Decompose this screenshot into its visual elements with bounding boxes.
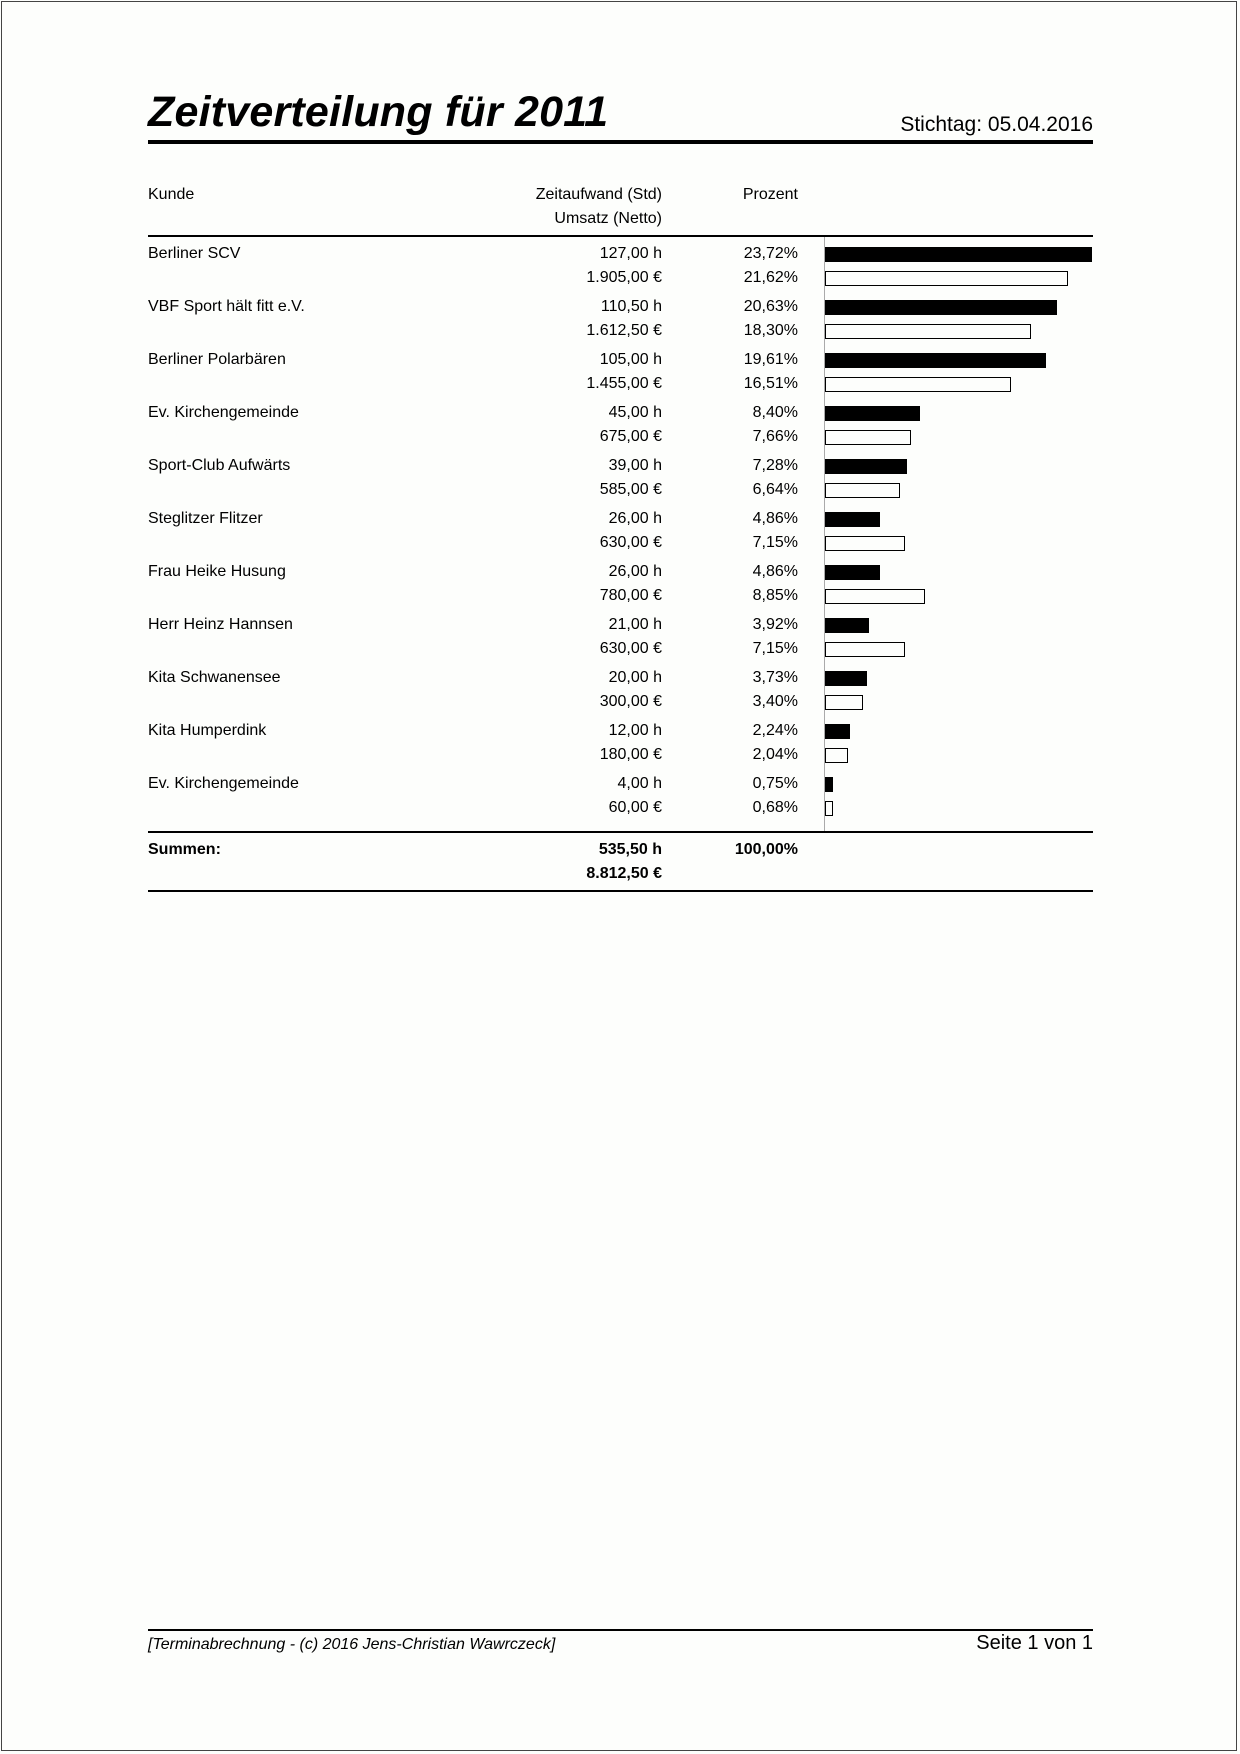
revenue-value: 180,00 € bbox=[599, 746, 662, 763]
revenue-bar bbox=[825, 589, 925, 604]
hours-percent: 4,86% bbox=[752, 510, 798, 527]
hours-bar bbox=[825, 300, 1057, 315]
hours-percent: 2,24% bbox=[752, 722, 798, 739]
hours-bar bbox=[825, 247, 1092, 262]
customer-name: Steglitzer Flitzer bbox=[148, 510, 263, 527]
column-header-prozent: Prozent bbox=[742, 186, 798, 203]
hours-value: 105,00 h bbox=[599, 351, 662, 368]
revenue-bar bbox=[825, 748, 848, 763]
hours-bar bbox=[825, 353, 1046, 368]
hours-percent: 7,28% bbox=[752, 457, 798, 474]
hours-percent: 23,72% bbox=[743, 245, 798, 262]
revenue-value: 1.612,50 € bbox=[586, 322, 662, 339]
revenue-bar bbox=[825, 695, 863, 710]
summary-percent: 100,00% bbox=[734, 841, 798, 858]
revenue-value: 675,00 € bbox=[599, 428, 662, 445]
hours-percent: 8,40% bbox=[752, 404, 798, 421]
revenue-percent: 18,30% bbox=[743, 322, 798, 339]
hours-value: 21,00 h bbox=[608, 616, 662, 633]
footer-copyright: [Terminabrechnung - (c) 2016 Jens-Christian Wawrczeck] bbox=[148, 1636, 556, 1653]
revenue-value: 1.905,00 € bbox=[586, 269, 662, 286]
revenue-bar bbox=[825, 271, 1068, 286]
customer-name: Ev. Kirchengemeinde bbox=[148, 404, 299, 421]
revenue-bar bbox=[825, 377, 1011, 392]
summary-hours: 535,50 h bbox=[598, 841, 662, 858]
revenue-value: 1.455,00 € bbox=[586, 375, 662, 392]
revenue-percent: 7,15% bbox=[752, 534, 798, 551]
customer-name: Ev. Kirchengemeinde bbox=[148, 775, 299, 792]
revenue-value: 300,00 € bbox=[599, 693, 662, 710]
revenue-percent: 7,15% bbox=[752, 640, 798, 657]
hours-bar bbox=[825, 618, 869, 633]
hours-percent: 4,86% bbox=[752, 563, 798, 580]
summary-rule bbox=[148, 831, 1093, 833]
hours-bar bbox=[825, 671, 867, 686]
revenue-bar bbox=[825, 483, 900, 498]
hours-value: 26,00 h bbox=[608, 510, 662, 527]
revenue-percent: 2,04% bbox=[752, 746, 798, 763]
revenue-percent: 21,62% bbox=[743, 269, 798, 286]
revenue-bar bbox=[825, 642, 905, 657]
hours-value: 4,00 h bbox=[617, 775, 662, 792]
hours-percent: 0,75% bbox=[752, 775, 798, 792]
revenue-value: 780,00 € bbox=[599, 587, 662, 604]
summary-label: Summen: bbox=[148, 841, 221, 858]
hours-percent: 3,92% bbox=[752, 616, 798, 633]
hours-value: 26,00 h bbox=[608, 563, 662, 580]
revenue-bar bbox=[825, 536, 905, 551]
customer-name: Berliner SCV bbox=[148, 245, 241, 262]
revenue-percent: 8,85% bbox=[752, 587, 798, 604]
hours-bar bbox=[825, 777, 833, 792]
customer-name: Herr Heinz Hannsen bbox=[148, 616, 293, 633]
revenue-bar bbox=[825, 801, 833, 816]
hours-percent: 20,63% bbox=[743, 298, 798, 315]
summary-revenue: 8.812,50 € bbox=[586, 865, 662, 882]
hours-value: 20,00 h bbox=[608, 669, 662, 686]
customer-name: Frau Heike Husung bbox=[148, 563, 286, 580]
hours-bar bbox=[825, 406, 920, 421]
report-title: Zeitverteilung für 2011 bbox=[148, 88, 609, 136]
customer-name: VBF Sport hält fitt e.V. bbox=[148, 298, 305, 315]
revenue-bar bbox=[825, 324, 1031, 339]
revenue-percent: 7,66% bbox=[752, 428, 798, 445]
hours-bar bbox=[825, 565, 880, 580]
revenue-bar bbox=[825, 430, 911, 445]
hours-value: 39,00 h bbox=[608, 457, 662, 474]
footer-rule bbox=[148, 1629, 1093, 1631]
revenue-percent: 0,68% bbox=[752, 799, 798, 816]
revenue-percent: 16,51% bbox=[743, 375, 798, 392]
column-header-kunde: Kunde bbox=[148, 186, 195, 203]
revenue-percent: 3,40% bbox=[752, 693, 798, 710]
revenue-value: 630,00 € bbox=[599, 640, 662, 657]
hours-bar bbox=[825, 724, 850, 739]
hours-bar bbox=[825, 459, 907, 474]
table-bottom-rule bbox=[148, 890, 1093, 892]
report-date: Stichtag: 05.04.2016 bbox=[900, 113, 1093, 136]
customer-name: Kita Humperdink bbox=[148, 722, 267, 739]
customer-name: Berliner Polarbären bbox=[148, 351, 286, 368]
customer-name: Sport-Club Aufwärts bbox=[148, 457, 291, 474]
hours-bar bbox=[825, 512, 880, 527]
footer-page-number: Seite 1 von 1 bbox=[976, 1632, 1093, 1654]
revenue-value: 630,00 € bbox=[599, 534, 662, 551]
column-header-umsatz: Umsatz (Netto) bbox=[554, 210, 662, 227]
hours-value: 110,50 h bbox=[600, 298, 662, 315]
column-header-zeitaufwand: Zeitaufwand (Std) bbox=[535, 186, 662, 203]
revenue-value: 585,00 € bbox=[599, 481, 662, 498]
revenue-percent: 6,64% bbox=[752, 481, 798, 498]
hours-value: 127,00 h bbox=[599, 245, 662, 262]
hours-value: 45,00 h bbox=[608, 404, 662, 421]
hours-percent: 3,73% bbox=[752, 669, 798, 686]
hours-value: 12,00 h bbox=[608, 722, 662, 739]
customer-name: Kita Schwanensee bbox=[148, 669, 281, 686]
revenue-value: 60,00 € bbox=[608, 799, 662, 816]
hours-percent: 19,61% bbox=[743, 351, 798, 368]
